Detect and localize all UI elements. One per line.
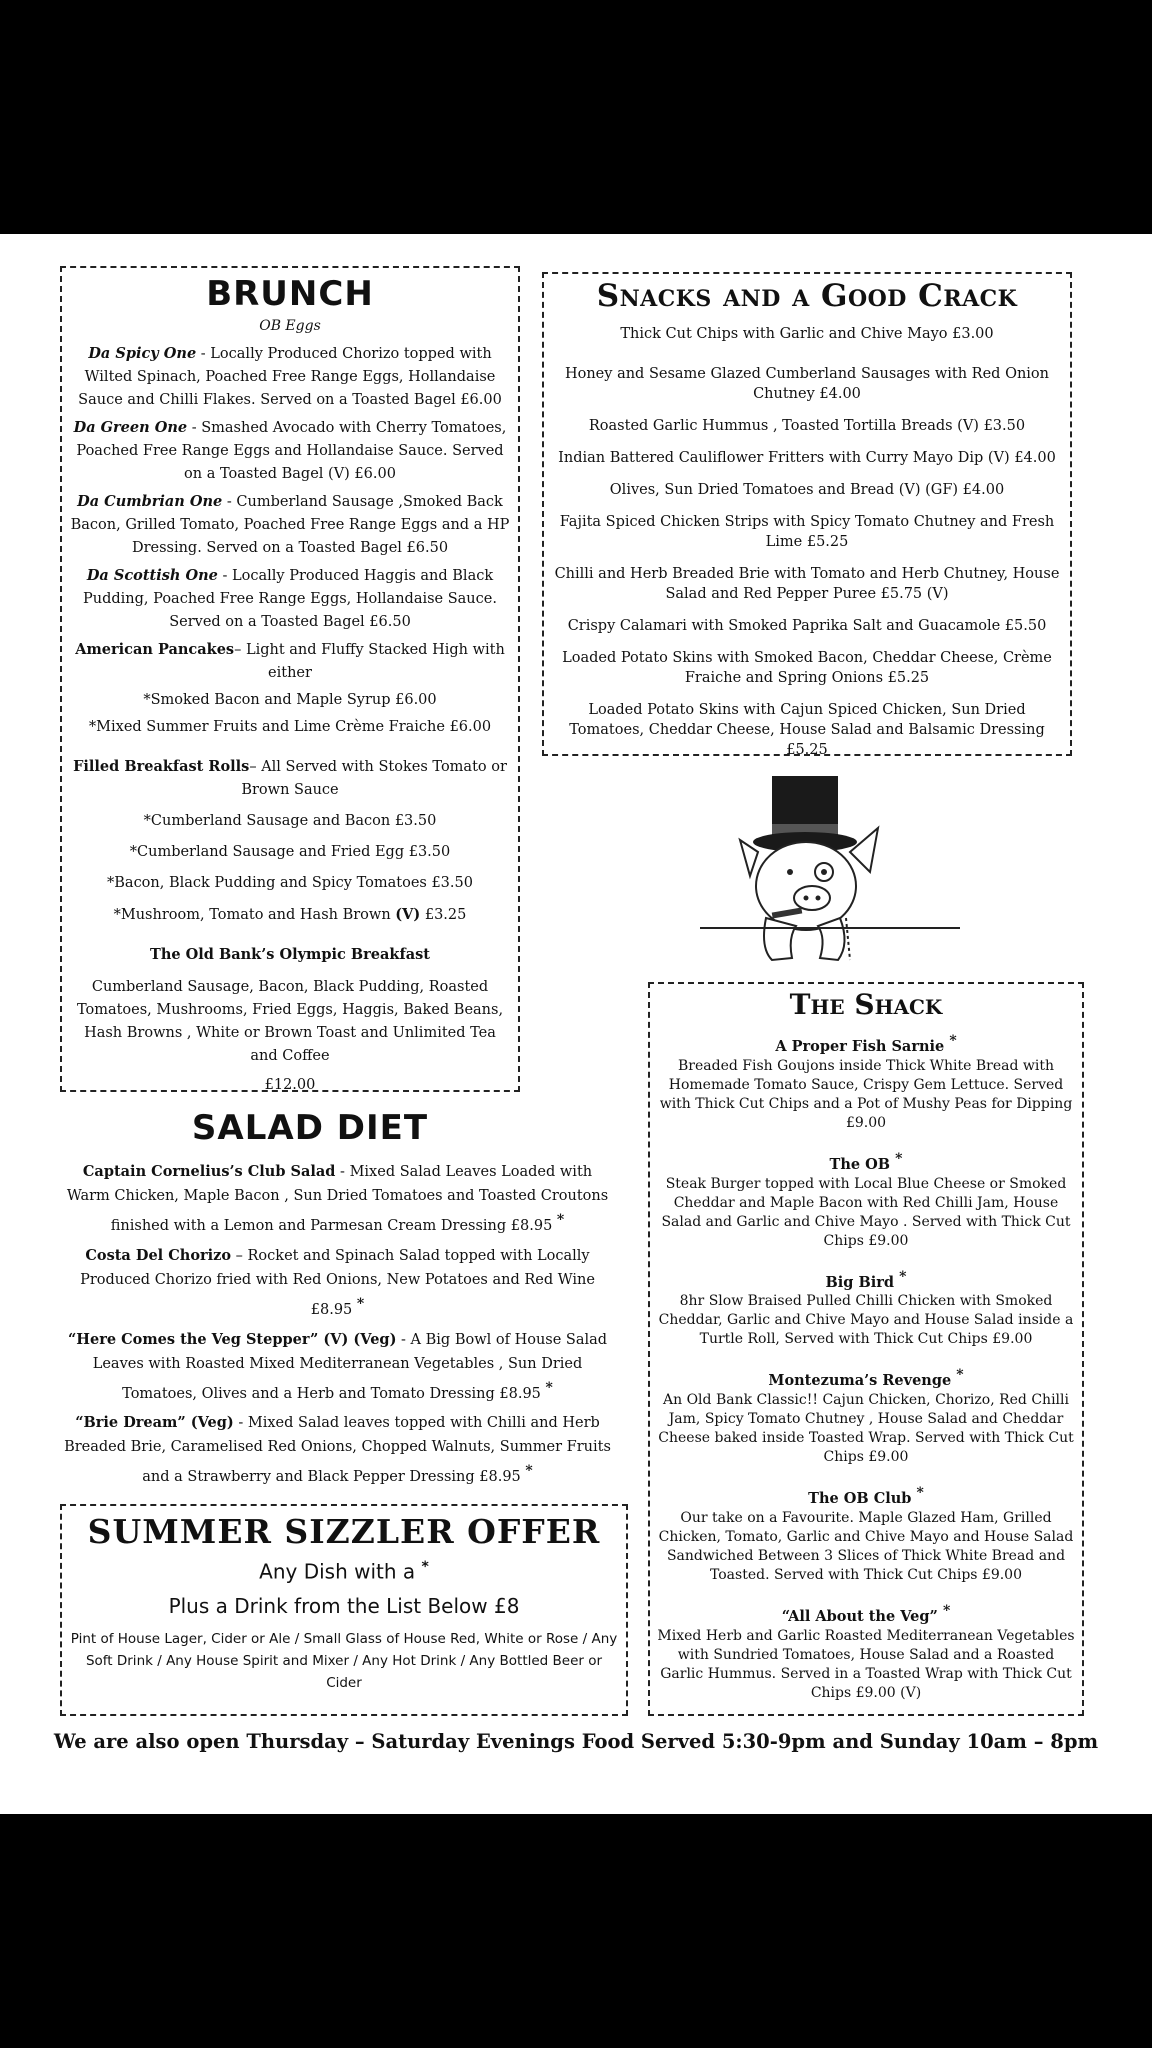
rolls-option-text: *Mushroom, Tomato and Hash Brown	[113, 907, 396, 923]
shack-item-desc: Steak Burger topped with Local Blue Cheese or Smoked Cheddar and Maple Bacon with Red Chilli Jam, House Salad and Garlic and Chive Mayo . Served with Thick Cut Chips £9.00	[661, 1175, 1071, 1249]
shack-section	[648, 982, 1084, 1716]
shack-item	[650, 1033, 1082, 1133]
rolls-name: Filled Breakfast Rolls	[73, 758, 250, 775]
shack-item-desc: Breaded Fish Goujons inside Thick White Bread with Homemade Tomato Sauce, Crispy Gem Lettuce. Served with Thick Cut Chips and a Pot of Mushy Peas for Dipping £9.00	[659, 1057, 1073, 1131]
summer-offer-section	[60, 1504, 628, 1716]
salad-item	[64, 1411, 611, 1489]
snack-item: Chilli and Herb Breaded Brie with Tomato and Herb Chutney, House Salad and Red Pepper Puree £5.75 (V)	[554, 566, 1060, 602]
snacks-title: Snacks and a Good Crack	[596, 278, 1018, 314]
snack-item: Thick Cut Chips with Garlic and Chive Mayo £3.00	[620, 326, 994, 342]
snack-item: Honey and Sesame Glazed Cumberland Sausages with Red Onion Chutney £4.00	[564, 366, 1050, 402]
pancakes-option: *Smoked Bacon and Maple Syrup £6.00	[143, 692, 437, 708]
brunch-item-name: Da Spicy One	[88, 345, 197, 362]
rolls-option: *Cumberland Sausage and Bacon £3.50	[143, 813, 437, 829]
snack-item: Crispy Calamari with Smoked Paprika Salt and Guacamole £5.50	[567, 618, 1047, 634]
star-icon: *	[525, 1463, 533, 1480]
pancakes-name: American Pancakes	[75, 641, 235, 658]
star-icon: *	[956, 1367, 964, 1384]
olympic-block	[62, 943, 518, 1097]
rolls-option: *Bacon, Black Pudding and Spicy Tomatoes £3.50	[107, 875, 473, 891]
salad-item-desc: - Mixed Salad Leaves Loaded with Warm Chicken, Maple Bacon , Sun Dried Tomatoes and Toasted Croutons finished with a Lemon and Parmesan Cream Dressing £8.95	[66, 1164, 609, 1234]
shack-item	[650, 1367, 1082, 1467]
snack-item: Loaded Potato Skins with Cajun Spiced Chicken, Sun Dried Tomatoes, Cheddar Cheese, House Salad and Balsamic Dressing £5.25	[569, 702, 1045, 758]
salad-item-name: Captain Cornelius’s Club Salad	[82, 1163, 336, 1180]
rolls-option-price: £3.25	[420, 907, 467, 923]
olympic-price: £12.00	[264, 1077, 316, 1093]
brunch-title: BRUNCH	[206, 274, 374, 314]
shack-title: The Shack	[789, 988, 943, 1021]
star-icon: *	[949, 1033, 957, 1049]
snacks-section	[542, 272, 1072, 756]
brunch-subtitle: OB Eggs	[259, 318, 321, 334]
pancakes-desc: – Light and Fluffy Stacked High with either	[234, 642, 505, 681]
star-icon: *	[916, 1485, 924, 1502]
shack-item-desc: Our take on a Favourite. Maple Glazed Ham, Grilled Chicken, Tomato, Garlic and Chive Mayo and House Salad Sandwiched Between 3 Slices of Thick White Bread and Toasted. Served with Thick Cut Chips £9.00	[658, 1510, 1074, 1584]
shack-item-name: Big Bird	[825, 1273, 895, 1291]
brunch-item-name: Da Cumbrian One	[77, 493, 223, 510]
shack-item-name: Montezuma’s Revenge	[768, 1372, 952, 1390]
rolls-desc: – All Served with Stokes Tomato or Brown Sauce	[241, 759, 507, 798]
brunch-section	[60, 266, 520, 1092]
brunch-item-desc: - Locally Produced Chorizo topped with Wilted Spinach, Poached Free Range Eggs, Hollandaise Sauce and Chilli Flakes. Served on a Toasted Bagel £6.00	[78, 346, 502, 408]
brunch-item	[70, 416, 510, 486]
shack-item	[650, 1485, 1082, 1585]
olympic-name: The Old Bank’s Olympic Breakfast	[150, 946, 430, 963]
salad-item-name: “Here Comes the Veg Stepper” (V) (Veg)	[67, 1330, 397, 1348]
star-icon: *	[556, 1212, 565, 1228]
star-icon: *	[545, 1379, 553, 1396]
pancakes-option: *Mixed Summer Fruits and Lime Crème Fraiche £6.00	[88, 719, 492, 735]
salad-item	[64, 1328, 611, 1406]
brunch-item	[70, 490, 510, 560]
brunch-item	[70, 342, 510, 412]
star-icon: *	[895, 1150, 903, 1167]
rolls-block	[62, 755, 518, 927]
rolls-option: *Cumberland Sausage and Fried Egg £3.50	[129, 844, 451, 860]
salad-item-name: Costa Del Chorizo	[85, 1246, 232, 1264]
shack-item-desc: An Old Bank Classic!! Cajun Chicken, Chorizo, Red Chilli Jam, Spicy Tomato Chutney , House Salad and Cheddar Cheese baked inside Toasted Wrap. Served with Thick Cut Chips £9.00	[658, 1392, 1074, 1466]
brunch-item-name: Da Green One	[73, 419, 188, 436]
olympic-desc: Cumberland Sausage, Bacon, Black Pudding, Roasted Tomatoes, Mushrooms, Fried Eggs, Haggis, Baked Beans, Hash Browns , White or Brown Toast and Unlimited Tea and Coffee	[76, 979, 504, 1064]
brunch-item-desc: - Cumberland Sausage ,Smoked Back Bacon, Grilled Tomato, Poached Free Range Eggs and a HP Dressing. Served on a Toasted Bagel £6.50	[70, 494, 510, 556]
star-icon: *	[942, 1603, 951, 1620]
shack-item-name: The OB	[829, 1155, 891, 1173]
summer-line2: Plus a Drink from the List Below £8	[168, 1593, 520, 1618]
shack-item	[650, 1269, 1082, 1350]
salad-item	[64, 1244, 611, 1322]
star-icon: *	[899, 1268, 907, 1285]
shack-item-desc: Mixed Herb and Garlic Roasted Mediterranean Vegetables with Sundried Tomatoes, House Salad and a Roasted Garlic Hummus. Served in a Toasted Wrap with Thick Cut Chips £9.00 (V)	[657, 1627, 1075, 1701]
star-icon: *	[356, 1295, 365, 1312]
shack-item-desc: 8hr Slow Braised Pulled Chilli Chicken with Smoked Cheddar, Garlic and Chive Mayo and House Salad inside a Turtle Roll, Served with Thick Cut Chips £9.00	[658, 1293, 1074, 1348]
snack-item: Roasted Garlic Hummus , Toasted Tortilla Breads (V) £3.50	[588, 418, 1026, 434]
pancakes-block	[62, 638, 518, 739]
brunch-item	[70, 564, 510, 634]
summer-line1-text: Any Dish with a	[259, 1559, 422, 1584]
salad-title: SALAD DIET	[191, 1108, 429, 1148]
star-icon: *	[421, 1559, 429, 1575]
brunch-item-desc: - Locally Produced Haggis and Black Pudding, Poached Free Range Eggs, Hollandaise Sauce. Served on a Toasted Bagel £6.50	[83, 568, 497, 630]
summer-line1	[62, 1559, 626, 1584]
brunch-item-desc: - Smashed Avocado with Cherry Tomatoes, Poached Free Range Eggs and Hollandaise Sauce. Served on a Toasted Bagel (V) £6.00	[76, 420, 507, 482]
shack-item-name: The OB Club	[808, 1490, 912, 1508]
salad-item-desc: - Mixed Salad leaves topped with Chilli and Herb Breaded Brie, Caramelised Red Onions, Chopped Walnuts, Summer Fruits and a Strawberry and Black Pepper Dressing £8.95	[64, 1415, 611, 1486]
opening-hours-footer: We are also open Thursday – Saturday Evenings Food Served 5:30-9pm and Sunday 10am – 8pm	[53, 1730, 1099, 1753]
shack-item-name: “All About the Veg”	[781, 1607, 938, 1625]
rolls-option	[62, 903, 518, 927]
summer-drinks-list: Pint of House Lager, Cider or Ale / Small Glass of House Red, White or Rose / Any Soft Drink / Any House Spirit and Mixer / Any Hot Drink / Any Bottled Beer or Cider	[70, 1630, 618, 1691]
shack-item	[650, 1603, 1082, 1703]
salad-item-desc: - A Big Bowl of House Salad Leaves with Roasted Mixed Mediterranean Vegetables , Sun Dried Tomatoes, Olives and a Herb and Tomato Dressing £8.95	[92, 1331, 608, 1402]
shack-item-name: A Proper Fish Sarnie	[775, 1037, 945, 1055]
snack-item: Loaded Potato Skins with Smoked Bacon, Cheddar Cheese, Crème Fraiche and Spring Onions £5.25	[562, 650, 1052, 686]
salad-item-desc: – Rocket and Spinach Salad topped with Locally Produced Chorizo fried with Red Onions, New Potatoes and Red Wine £8.95	[80, 1247, 595, 1318]
pig-top-hat-illustration	[700, 768, 960, 968]
salad-section	[60, 1160, 615, 1495]
salad-item	[64, 1160, 611, 1238]
shack-item	[650, 1151, 1082, 1251]
rolls-option-tag: (V)	[395, 906, 421, 923]
summer-title: SUMMER SIZZLER OFFER	[87, 1512, 601, 1551]
snack-item: Indian Battered Cauliflower Fritters with Curry Mayo Dip (V) £4.00	[558, 450, 1056, 466]
snack-item: Fajita Spiced Chicken Strips with Spicy Tomato Chutney and Fresh Lime £5.25	[559, 514, 1055, 550]
brunch-item-name: Da Scottish One	[86, 567, 218, 584]
salad-item-name: “Brie Dream” (Veg)	[75, 1414, 234, 1432]
snack-item: Olives, Sun Dried Tomatoes and Bread (V) (GF) £4.00	[609, 482, 1005, 498]
